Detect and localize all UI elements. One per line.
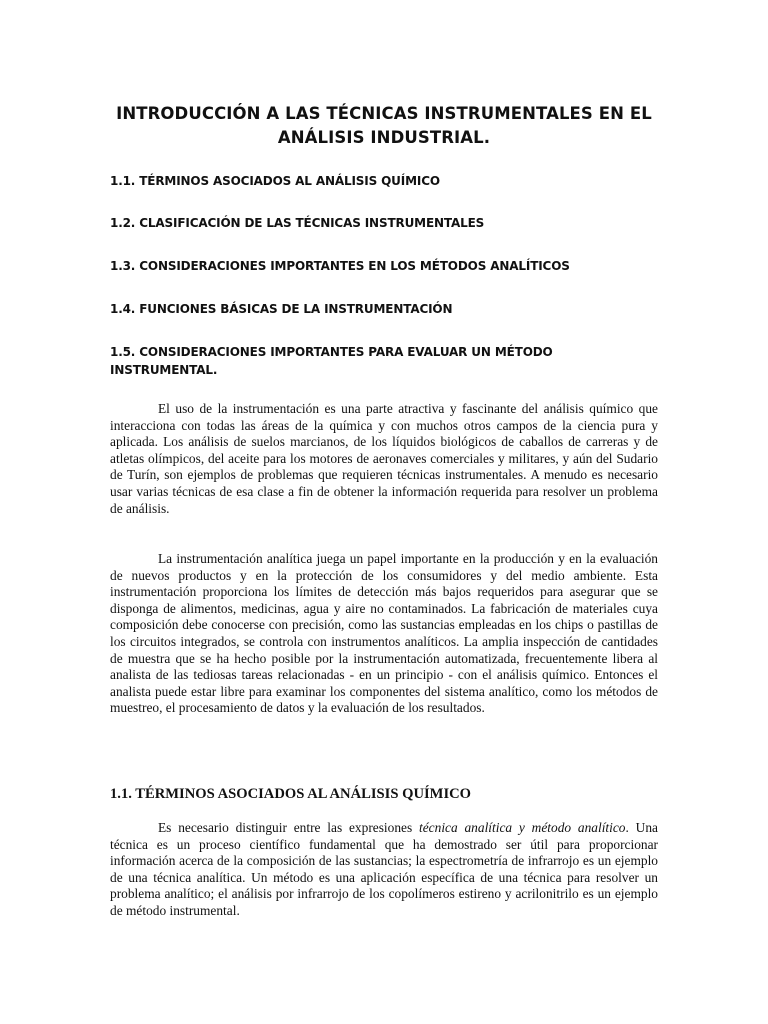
- body-paragraph-2: La instrumentación analítica juega un papel importante en la producción y en la evaluación de nuevos productos y en la protección de los consumidores y del medio ambiente. Esta instrumentación proporciona los límites de detección más bajos requeridos para asegurar que se disponga de alimentos, medicinas, agua y aire no contaminados. La fabricación de materiales cuya composición debe conocerse con precisión, como las sustancias empleadas en los chips o pastillas de los circuitos integrados, se controla con instrumentos analíticos. La amplia inspección de cantidades de muestra que se ha hecho posible por la instrumentación automatizada, frecuentemente libera al analista de las tediosas tareas relacionadas - en un principio - con el análisis químico. Entonces el analista puede estar libre para examinar los componentes del sistema analítico, como los métodos de muestreo, el procesamiento de datos y la evaluación de los resultados.: [110, 551, 658, 716]
- document-title: INTRODUCCIÓN A LAS TÉCNICAS INSTRUMENTALES EN EL ANÁLISIS INDUSTRIAL.: [116, 104, 652, 147]
- toc-item-1-2: 1.2. CLASIFICACIÓN DE LAS TÉCNICAS INSTRUMENTALES: [110, 216, 485, 230]
- section-paragraph-italic-terms: técnica analítica y método analítico: [419, 820, 626, 835]
- toc-item-1-4: 1.4. FUNCIONES BÁSICAS DE LA INSTRUMENTACIÓN: [110, 302, 453, 316]
- toc-item-1-1: 1.1. TÉRMINOS ASOCIADOS AL ANÁLISIS QUÍMICO: [110, 174, 440, 188]
- section-paragraph: [110, 820, 658, 920]
- section-paragraph-text-end: . Una técnica es un proceso científico fundamental que ha demostrado ser útil para proporcionar información acerca de la composición de las sustancias; la espectrometría de infrarrojo es un ejemplo de una técnica analítica. Un método es una aplicación específica de una técnica para resolver un problema analítico; el análisis por infrarrojo de los copolímeros estireno y acrilonitrilo es un ejemplo de método instrumental.: [110, 820, 658, 918]
- section-paragraph-text-start: Es necesario distinguir entre las expresiones: [158, 820, 420, 835]
- toc-item-1-3: 1.3. CONSIDERACIONES IMPORTANTES EN LOS MÉTODOS ANALÍTICOS: [110, 259, 570, 273]
- toc-item-1-5: 1.5. CONSIDERACIONES IMPORTANTES PARA EVALUAR UN MÉTODO INSTRUMENTAL.: [110, 345, 553, 377]
- body-paragraph-1: El uso de la instrumentación es una parte atractiva y fascinante del análisis químico que interacciona con todas las áreas de la química y con muchos otros campos de la ciencia pura y aplicada. Los análisis de suelos marcianos, de los líquidos biológicos de caballos de carreras y de atletas olímpicos, del aceite para los motores de aeronaves comerciales y militares, y aún del Sudario de Turín, son ejemplos de problemas que requieren técnicas instrumentales. A menudo es necesario usar varias técnicas de esa clase a fin de obtener la información requerida para resolver un problema de análisis.: [110, 401, 658, 516]
- section-heading: 1.1. TÉRMINOS ASOCIADOS AL ANÁLISIS QUÍMICO: [110, 786, 472, 802]
